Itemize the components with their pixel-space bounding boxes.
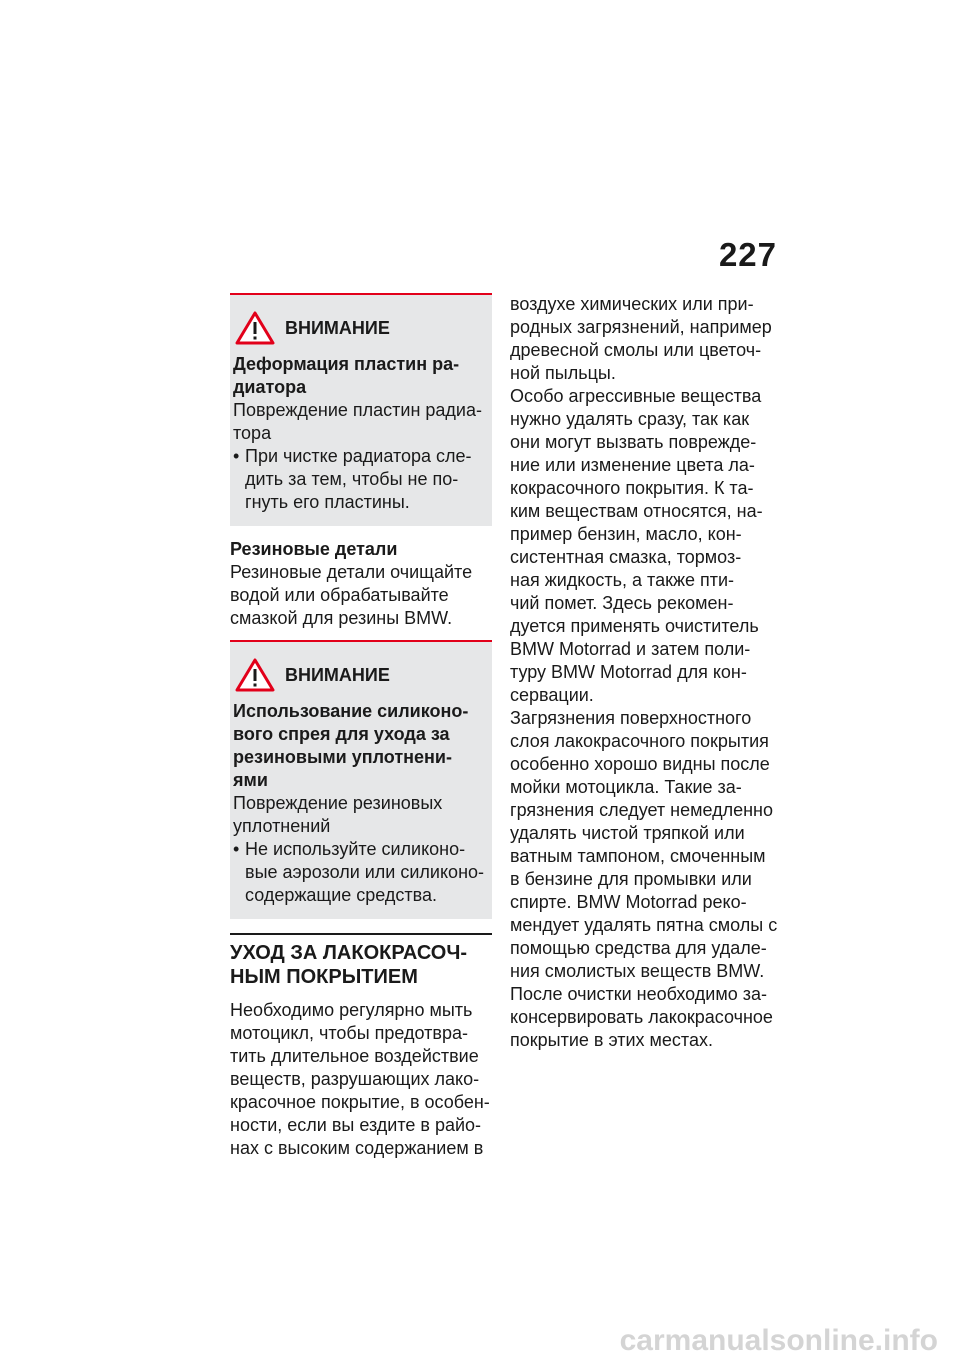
- warning-bullet: [233, 445, 486, 514]
- warning-bullet-text: Не используйте силиконо- вые аэрозоли или силиконо- содержащие средства.: [245, 839, 485, 905]
- right-column: [510, 293, 780, 1052]
- bullet-icon: •: [233, 839, 240, 859]
- page-number: 227: [718, 236, 777, 273]
- bullet-icon: •: [233, 446, 240, 466]
- paint-care-heading: УХОД ЗА ЛАКОКРАСОЧ- НЫМ ПОКРЫТИЕМ: [230, 933, 492, 989]
- right-paragraph-3: Загрязнения поверхностного слоя лакокрасочного покрытия особенно хорошо видны после мойки мотоцикла. Такие за- грязнения следует немедленно удалять чистой тряпкой или ватным тампоном, смоченным в бензине для промывки или спирте. BMW Motorrad реко- мендует удалять пятна смолы с помощью средства для удале- ния смолистых веществ BMW. После очистки необходимо за- консервировать лакокрасочное покрытие в этих местах.: [510, 708, 778, 1050]
- warning-subtitle: Деформация пластин ра- диатора: [233, 354, 460, 397]
- warning-box-silicone: [230, 640, 492, 919]
- warning-header: [233, 656, 486, 694]
- warning-triangle-icon: [235, 658, 275, 692]
- warning-bullet: [233, 838, 486, 907]
- left-column: [230, 293, 492, 1160]
- warning-header: [233, 309, 486, 347]
- warning-box-radiator: [230, 293, 492, 526]
- rubber-text: Резиновые детали очищайте водой или обрабатывайте смазкой для резины BMW.: [230, 562, 473, 628]
- warning-title: ВНИМАНИЕ: [285, 664, 390, 685]
- warning-title: ВНИМАНИЕ: [285, 317, 390, 338]
- right-paragraph-1: воздухе химических или при- родных загрязнений, например древесной смолы или цветоч- ной пыльцы.: [510, 294, 772, 383]
- rubber-heading: Резиновые детали: [230, 539, 398, 559]
- watermark: carmanualsonline.info: [619, 1324, 938, 1357]
- paint-care-text: Необходимо регулярно мыть мотоцикл, чтобы предотвра- тить длительное воздействие веществ, разрушающих лако- красочное покрытие, в особен- ности, если вы ездите в райо- нах с высоким содержанием в: [230, 1000, 490, 1158]
- warning-triangle-icon: [235, 311, 275, 345]
- right-paragraph-2: Особо агрессивные вещества нужно удалять сразу, так как они могут вызвать поврежде- ние или изменение цвета ла- кокрасочного покрытия. К та- ким веществам относятся, на- пример бензин, масло, кон- систентная смазка, тормоз- ная жидкость, а также пти- чий помет. Здесь рекомен- дуется применять очиститель BMW Motorrad и затем поли- туру BMW Motorrad для кон- сервации.: [510, 386, 763, 705]
- warning-subtitle: Использование силиконо- вого спрея для ухода за резиновыми уплотнени- ями: [233, 701, 469, 790]
- warning-consequence: Повреждение пластин радиа- тора: [233, 400, 482, 443]
- warning-consequence: Повреждение резиновых уплотнений: [233, 793, 443, 836]
- warning-bullet-text: При чистке радиатора сле- дить за тем, чтобы не по- гнуть его пластины.: [245, 446, 472, 512]
